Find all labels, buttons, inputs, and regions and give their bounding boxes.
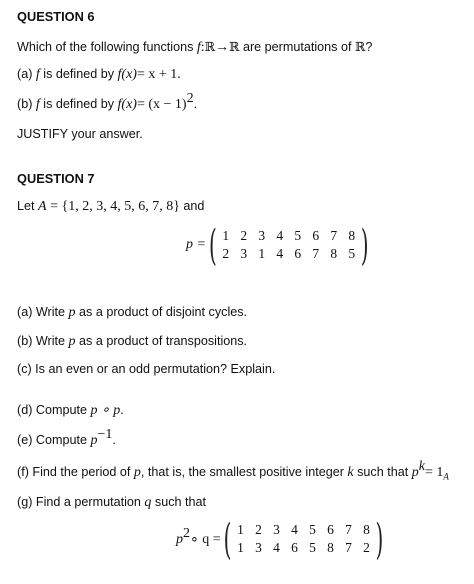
exponent: 2 [186,91,194,106]
integer-variable: k [347,465,354,480]
question-6-heading: QUESTION 6 [17,9,95,24]
matrix-cell-bottom: 2 [363,540,370,555]
matrix-label: p = [186,237,206,252]
matrix-cell-top: 7 [330,228,338,243]
power-exponent: k [418,459,425,474]
permutation-variable: p [133,465,141,480]
matrix-cell-bottom: 1 [258,246,266,261]
set-variable: A [38,199,47,214]
permutation-variable: p [90,433,98,448]
function-definition: = (x − 1) [136,97,187,112]
matrix-cell-top: 2 [240,228,248,243]
matrix-cell-bottom: 5 [348,246,356,261]
domain-symbol: ℝ [204,39,216,54]
part-label: (a) [17,67,33,81]
matrix-cell-bottom: 7 [312,246,320,261]
function-expression: f(x) [117,67,137,82]
arrow-symbol: → [215,40,230,55]
permutation-variable: p [68,334,76,349]
question-7-part-e [17,427,116,449]
matrix-grid [231,522,375,556]
matrix-cell-bottom: 3 [240,246,248,261]
part-text: (a) Write [17,305,66,319]
function-symbol: f [35,97,40,112]
question-7-heading: QUESTION 7 [17,171,95,186]
reals-symbol: ℝ [354,39,366,54]
question-7-part-d [17,402,124,419]
prompt-text-2: are permutations of [242,40,352,54]
matrix-cell-bottom: 6 [294,246,302,261]
matrix-cell-top: 8 [348,228,356,243]
set-definition [17,199,204,215]
matrix-cell-bottom: 3 [255,540,262,555]
part-text-2: as a product of disjoint cycles. [79,305,248,319]
let-word: Let [17,199,35,213]
right-paren: ) [360,219,369,271]
part-text: (e) Compute [17,433,87,447]
prompt-text: Which of the following functions [17,40,194,54]
left-paren: ( [223,513,232,565]
matrix-cell-bottom: 1 [237,540,244,555]
permutation-q-matrix [176,513,384,565]
period: . [193,97,198,111]
codomain-symbol: ℝ [229,39,240,54]
function-symbol: f [35,67,40,82]
matrix-cell-top: 1 [222,228,230,243]
identity-subscript: A [443,471,449,482]
matrix-cell-bottom: 5 [309,540,316,555]
permutation-variable: p [68,305,76,320]
part-text: (b) Write [17,334,66,348]
question-7-part-f [17,459,449,482]
part-text-2: , that is, the smallest positive integer [140,465,344,479]
matrix-cell-bottom: 4 [276,246,284,261]
and-word: and [183,199,205,213]
part-text: is defined by [43,67,115,81]
question-mark: ? [365,40,373,54]
question-6-part-a [17,67,181,83]
permutation-p-matrix [186,219,369,271]
period: . [112,433,116,447]
matrix-cell-bottom: 8 [330,246,338,261]
matrix-cell-top: 8 [363,522,370,537]
part-text-3: such that [357,465,409,479]
matrix-cell-bottom: 6 [291,540,298,555]
label-exponent: 2 [183,526,190,541]
question-6-prompt [17,39,372,56]
right-paren: ) [375,513,384,565]
function-definition: = x + 1. [136,67,181,82]
justify-instruction: JUSTIFY your answer. [17,127,143,141]
matrix-cell-bottom: 4 [273,540,280,555]
function-expression: f(x) [117,97,137,112]
matrix-cell-top: 7 [345,522,352,537]
part-text: (g) Find a permutation [17,495,141,509]
matrix-label [176,526,221,548]
set-elements: = {1, 2, 3, 4, 5, 6, 7, 8} [50,199,180,214]
question-7-part-a [17,305,247,321]
matrix-cell-top: 5 [309,522,316,537]
left-paren: ( [208,219,217,271]
colon: : [200,40,205,55]
question-7-part-c: (c) Is an even or an odd permutation? Explain. [17,362,276,376]
identity-expression: = 1 [424,465,444,480]
part-text: is defined by [43,97,115,111]
part-text-2: as a product of transpositions. [79,334,248,348]
label-base: p [176,532,183,547]
matrix-cell-top: 4 [291,522,298,537]
composition-expression: p ∘ p [90,403,121,418]
question-6-part-b [17,91,198,113]
matrix-cell-top: 4 [276,228,284,243]
matrix-cell-top: 5 [294,228,302,243]
matrix-cell-bottom: 7 [345,540,352,555]
question-7-part-g [17,495,206,511]
permutation-variable: q [144,495,152,510]
part-text-2: such that [154,495,207,509]
matrix-cell-bottom: 8 [327,540,334,555]
function-symbol: f [196,40,201,55]
matrix-cell-top: 6 [312,228,320,243]
part-text: (d) Compute [17,403,87,417]
matrix-cell-top: 2 [255,522,262,537]
permutation-variable-2: p [411,465,419,480]
label-rest: ∘ q = [190,532,221,547]
period: . [120,403,124,417]
matrix-cell-top: 1 [237,522,244,537]
part-label: (b) [17,97,33,111]
question-7-part-b [17,334,247,350]
matrix-cell-top: 3 [258,228,266,243]
matrix-cell-top: 6 [327,522,334,537]
part-text: (f) Find the period of [17,465,131,479]
matrix-grid [217,228,361,262]
matrix-cell-top: 3 [273,522,280,537]
inverse-exponent: −1 [97,427,113,442]
matrix-cell-bottom: 2 [222,246,230,261]
